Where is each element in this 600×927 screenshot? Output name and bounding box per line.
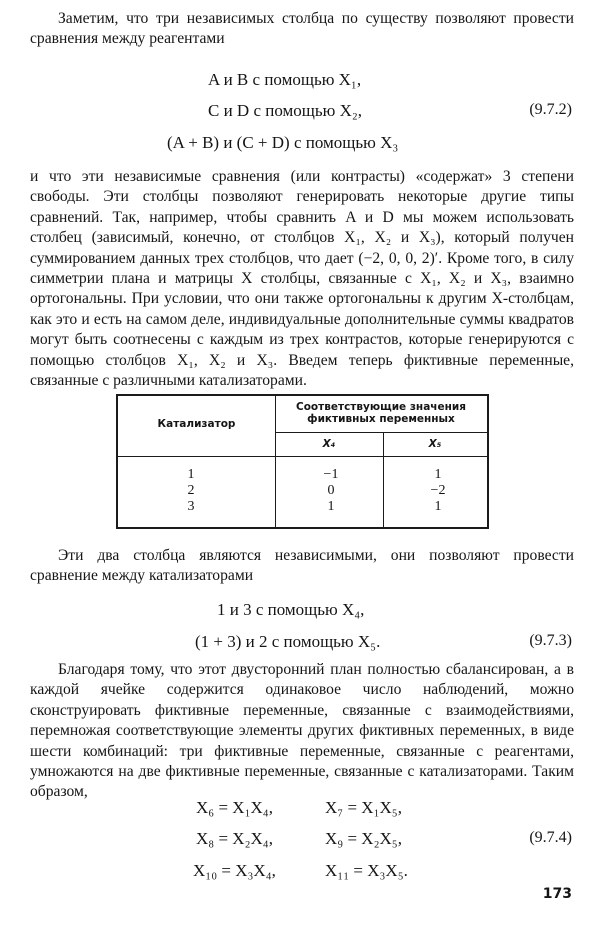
eq-9-7-4-line: X₁₁ = X₃X₅. bbox=[325, 861, 408, 880]
table-cell: 1 bbox=[187, 467, 195, 482]
equation-number: (9.7.2) bbox=[529, 101, 572, 118]
table-cell: −2 bbox=[430, 483, 446, 498]
eq-9-7-2-line-2: C и D с помощью X₂, bbox=[208, 101, 363, 120]
paragraph-4: Благодаря тому, что этот двусторонний план полностью сбалансирован, а в каждой ячейке содержится одинаковое число наблюдений, можно сконструировать фиктивные переменные, связанные с взаимодействиями, перемножая соответствующие элементы других фиктивных переменных, в виде шести комбинаций: три фиктивные переменные, связанные с реагентами, умножаются на две фиктивные переменные, связанные с катализаторами. Таким образом, bbox=[30, 661, 574, 801]
table-cell: 1 bbox=[434, 467, 442, 482]
page-number: 173 bbox=[542, 886, 572, 902]
table-cell: 0 bbox=[327, 483, 335, 498]
eq-9-7-4-line: X₇ = X₁X₅, bbox=[325, 798, 402, 817]
table-cell: 2 bbox=[187, 483, 195, 498]
eq-9-7-4-line: X₆ = X₁X₄, bbox=[196, 798, 273, 817]
paragraph-2: и что эти независимые сравнения (или контрасты) «содержат» 3 степени свободы. Эти столбцы позволяют генерировать некоторые другие типы сравнений. Так, например, чтобы сравнить A и D мы можем использовать столбец (зависимый, конечно, от столбцов X₁, X₂ и X₃), который получен суммированием данных трех столбцов, что дает (−2, 0, 0, 2)′. Кроме того, в силу симметрии плана и матрицы X столбцы, связанные с X₁, X₂ и X₃, взаимно ортогональны. При условии, что они также ортогональны к другим X-столбцам, как это и есть на самом деле, индивидуальные дополнительные суммы квадратов могут быть соотнесены с каждым из трех контрастов, которые генерируются с помощью столбцов X₁, X₂ и X₃. Введем теперь фиктивные переменные, связанные с различными катализаторами. bbox=[30, 168, 574, 390]
table-header-catalyst: Катализатор bbox=[157, 418, 236, 430]
paragraph-3: Эти два столбца являются независимыми, они позволяют провести сравнение между катализаторами bbox=[30, 547, 574, 585]
eq-9-7-4-line: X₉ = X₂X₅, bbox=[325, 829, 402, 848]
table-group-header: Соответствующие значения фиктивных переменных bbox=[296, 401, 466, 425]
eq-9-7-3-line-1: 1 и 3 с помощью X₄, bbox=[217, 600, 365, 619]
table-cell: −1 bbox=[323, 467, 339, 482]
table-cell: 1 bbox=[327, 499, 335, 514]
catalyst-table bbox=[116, 394, 489, 529]
eq-9-7-4-line: X₈ = X₂X₄, bbox=[196, 829, 273, 848]
equation-number: (9.7.4) bbox=[529, 829, 572, 846]
eq-9-7-3-line-2: (1 + 3) и 2 с помощью X₅. bbox=[195, 632, 381, 651]
intro-paragraph: Заметим, что три независимых столбца по существу позволяют провести сравнения между реагентами bbox=[30, 10, 574, 48]
table-header-x4: X₄ bbox=[322, 438, 336, 450]
eq-9-7-2-line-1: A и B с помощью X₁, bbox=[208, 70, 362, 89]
eq-9-7-2-line-3: (A + B) и (C + D) с помощью X₃ bbox=[167, 133, 399, 152]
table-cell: 3 bbox=[187, 499, 195, 514]
equation-number: (9.7.3) bbox=[529, 632, 572, 649]
table-cell: 1 bbox=[434, 499, 442, 514]
eq-9-7-4-line: X₁₀ = X₃X₄, bbox=[193, 861, 276, 880]
table-header-x5: X₅ bbox=[428, 438, 442, 450]
